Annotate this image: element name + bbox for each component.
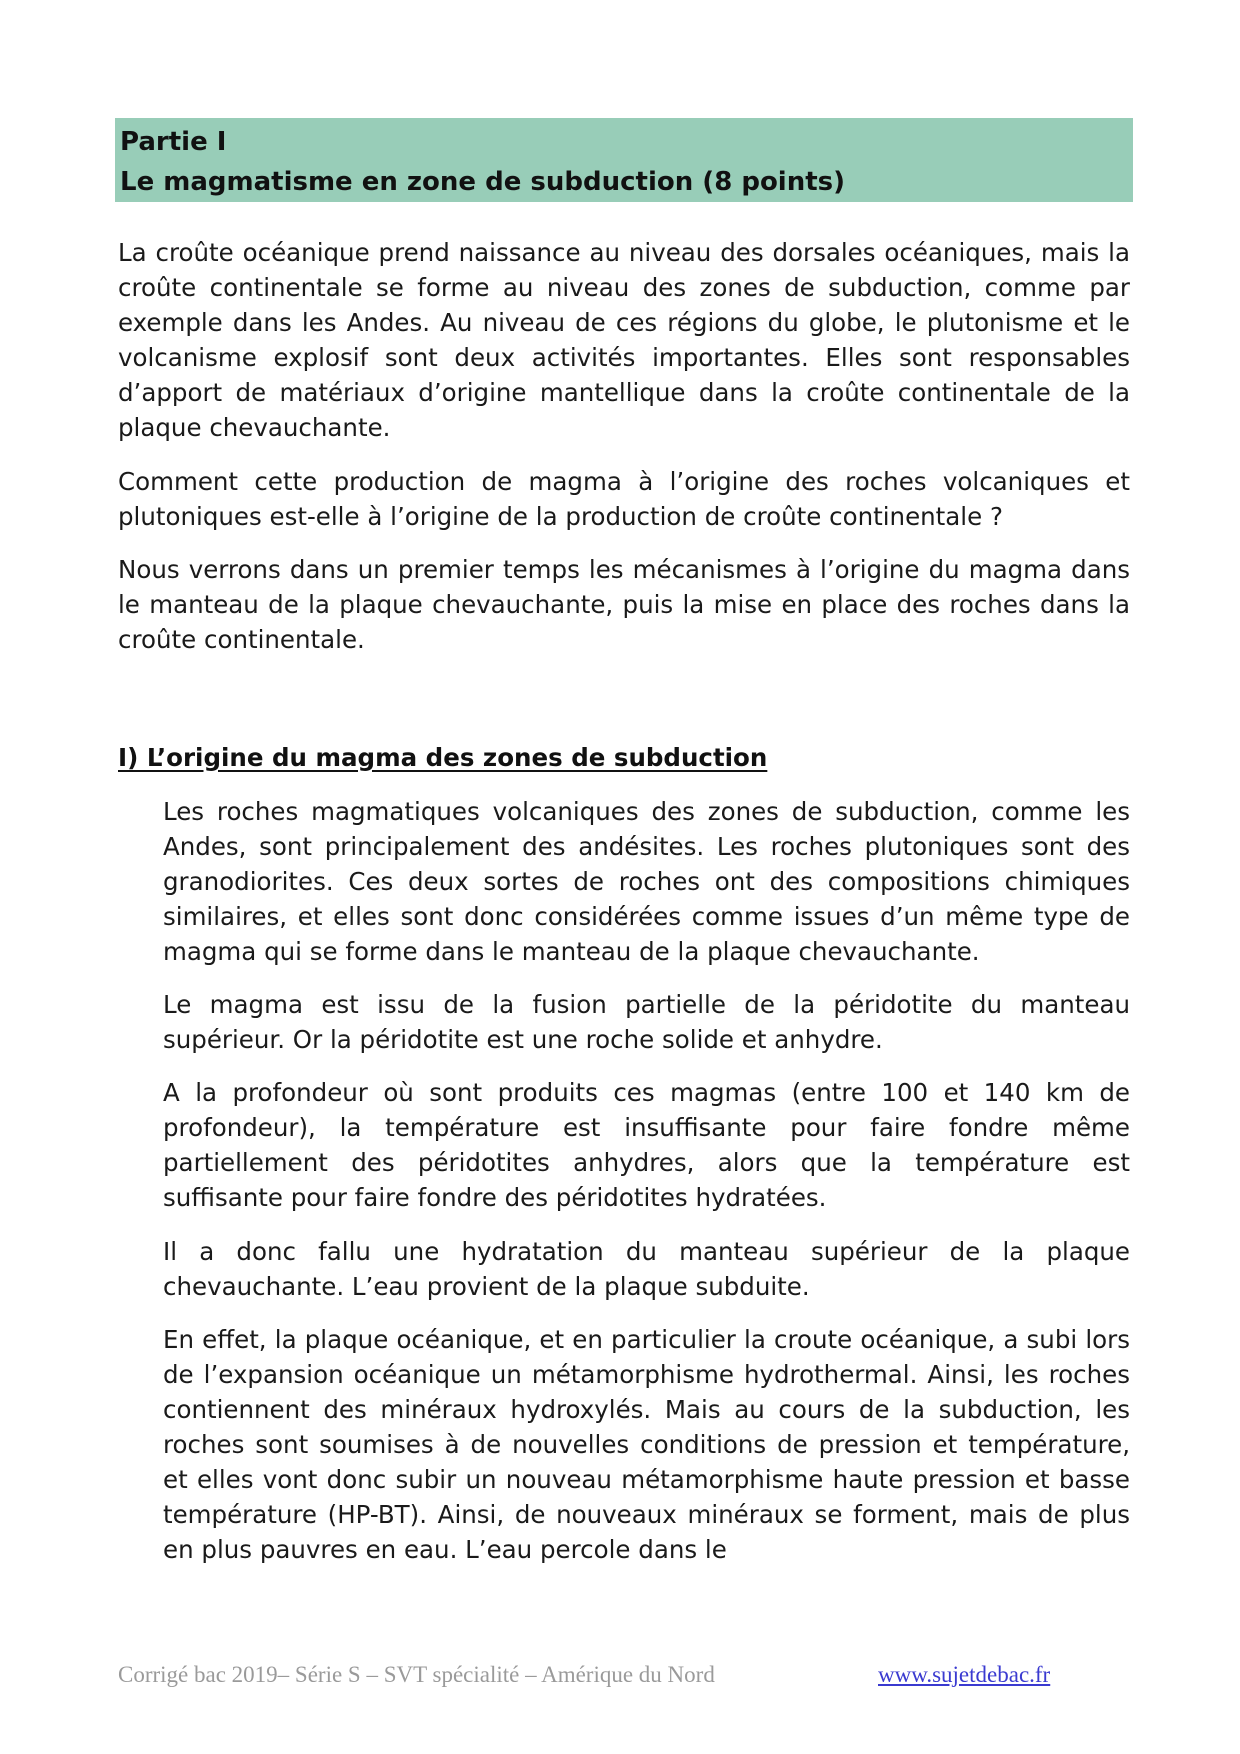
- section-1-paragraph-5: En effet, la plaque océanique, et en particulier la croute océanique, a subi lors de l’expansion océanique un métamorphisme hydrothermal. Ainsi, les roches contiennent des minéraux hydroxylés. Mais au cours de la subduction, les roches sont soumises à de nouvelles conditions de pression et température, et elles vont donc subir un nouveau métamorphisme haute pression et basse température (HP-BT). Ainsi, de nouveaux minéraux se forment, mais de plus en plus pauvres en eau. L’eau percole dans le: [163, 1325, 1130, 1564]
- intro-plan: Nous verrons dans un premier temps les mécanismes à l’origine du magma dans le manteau de la plaque chevauchante, puis la mise en place des roches dans la croûte continentale.: [118, 555, 1130, 654]
- footer-website-link[interactable]: www.sujetdebac.fr: [878, 1662, 1051, 1687]
- footer-source: Corrigé bac 2019– Série S – SVT spécialité – Amérique du Nord: [118, 1662, 715, 1687]
- section-1-paragraph-4: Il a donc fallu une hydratation du manteau supérieur de la plaque chevauchante. L’eau provient de la plaque subduite.: [163, 1237, 1130, 1301]
- part-title: Le magmatisme en zone de subduction (8 points): [120, 167, 846, 197]
- intro-question: Comment cette production de magma à l’origine des roches volcaniques et plutoniques est-elle à l’origine de la production de croûte continentale ?: [118, 467, 1130, 531]
- section-1-paragraph-3: A la profondeur où sont produits ces magmas (entre 100 et 140 km de profondeur), la température est insuffisante pour faire fondre même partiellement des péridotites anhydres, alors que la température est suffisante pour faire fondre des péridotites hydratées.: [163, 1078, 1130, 1212]
- part-label: Partie I: [120, 127, 227, 157]
- part-header-box: [115, 118, 1133, 202]
- section-1-title: I) L’origine du magma des zones de subduction: [118, 743, 768, 772]
- section-1-paragraph-2: Le magma est issu de la fusion partielle de la péridotite du manteau supérieur. Or la péridotite est une roche solide et anhydre.: [163, 990, 1130, 1054]
- section-1-paragraph-1: Les roches magmatiques volcaniques des zones de subduction, comme les Andes, sont principalement des andésites. Les roches plutoniques sont des granodiorites. Ces deux sortes de roches ont des compositions chimiques similaires, et elles sont donc considérées comme issues d’un même type de magma qui se forme dans le manteau de la plaque chevauchante.: [163, 797, 1130, 966]
- intro-paragraph-1: La croûte océanique prend naissance au niveau des dorsales océaniques, mais la croûte continentale se forme au niveau des zones de subduction, comme par exemple dans les Andes. Au niveau de ces régions du globe, le plutonisme et le volcanisme explosif sont deux activités importantes. Elles sont responsables d’apport de matériaux d’origine mantellique dans la croûte continentale de la plaque chevauchante.: [118, 238, 1130, 442]
